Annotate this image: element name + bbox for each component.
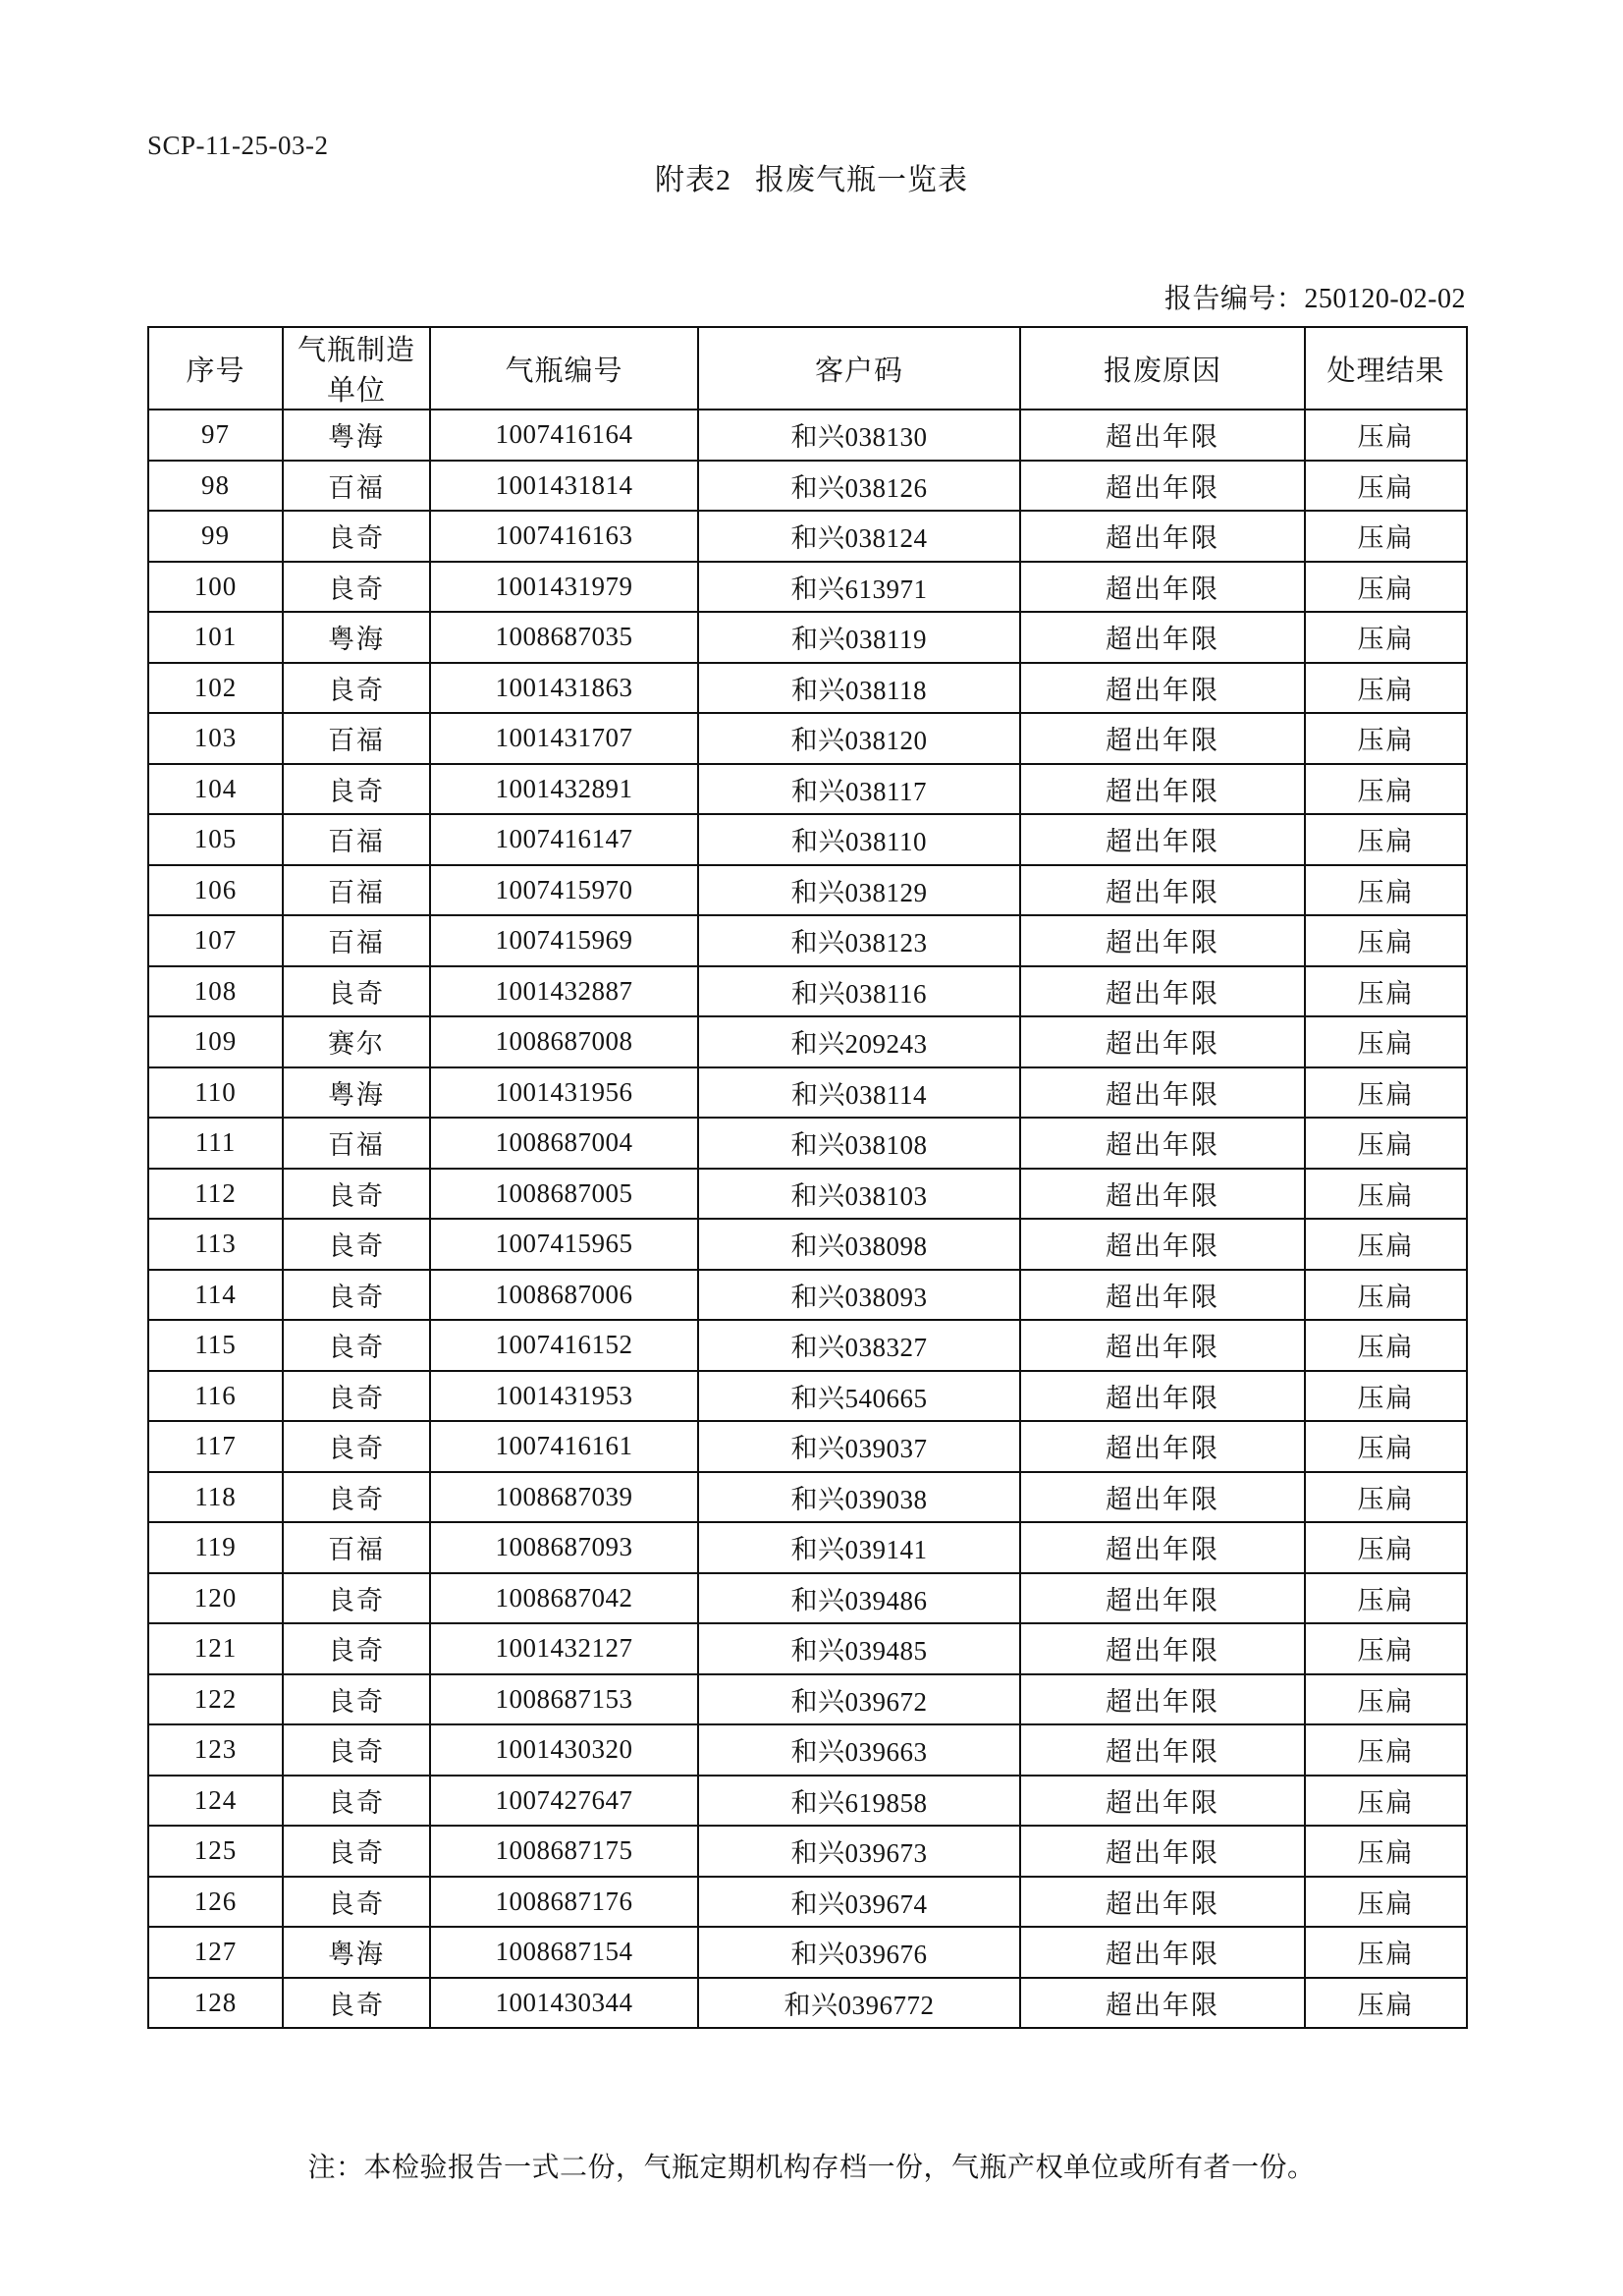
cell-reason: 超出年限 — [1020, 511, 1305, 562]
table-row — [148, 1724, 1467, 1776]
cell-maker: 良奇 — [283, 1421, 430, 1472]
cell-customer: 和兴038117 — [698, 764, 1020, 815]
cell-customer: 和兴038098 — [698, 1219, 1020, 1270]
cell-maker: 良奇 — [283, 966, 430, 1017]
cell-index: 109 — [148, 1016, 283, 1067]
cell-result: 压扁 — [1305, 1371, 1467, 1422]
cell-result: 压扁 — [1305, 1573, 1467, 1624]
table-row — [148, 1169, 1467, 1220]
cell-index: 110 — [148, 1067, 283, 1119]
cell-index: 103 — [148, 713, 283, 764]
cell-index: 122 — [148, 1674, 283, 1725]
cell-result: 压扁 — [1305, 1421, 1467, 1472]
cell-customer: 和兴039486 — [698, 1573, 1020, 1624]
cell-reason: 超出年限 — [1020, 663, 1305, 714]
table-row — [148, 663, 1467, 714]
cell-result: 压扁 — [1305, 966, 1467, 1017]
cell-maker: 百福 — [283, 865, 430, 916]
cell-result: 压扁 — [1305, 1724, 1467, 1776]
table-row — [148, 1573, 1467, 1624]
table-row — [148, 1776, 1467, 1827]
cell-maker: 百福 — [283, 814, 430, 865]
table-row — [148, 865, 1467, 916]
cell-reason: 超出年限 — [1020, 1371, 1305, 1422]
cell-result: 压扁 — [1305, 612, 1467, 663]
cell-index: 128 — [148, 1978, 283, 2029]
cell-customer: 和兴038327 — [698, 1320, 1020, 1371]
cell-customer: 和兴039038 — [698, 1472, 1020, 1523]
table-row — [148, 764, 1467, 815]
cell-customer: 和兴038116 — [698, 966, 1020, 1017]
cell-bottleno: 1008687176 — [430, 1877, 698, 1928]
cell-result: 压扁 — [1305, 562, 1467, 613]
cell-bottleno: 1001431814 — [430, 461, 698, 512]
cell-reason: 超出年限 — [1020, 1724, 1305, 1776]
cell-reason: 超出年限 — [1020, 1118, 1305, 1169]
cell-reason: 超出年限 — [1020, 1978, 1305, 2029]
table-row — [148, 1522, 1467, 1573]
cell-bottleno: 1008687154 — [430, 1927, 698, 1978]
cell-maker: 良奇 — [283, 1270, 430, 1321]
cell-index: 126 — [148, 1877, 283, 1928]
cell-bottleno: 1007416161 — [430, 1421, 698, 1472]
cell-result: 压扁 — [1305, 915, 1467, 966]
cell-maker: 良奇 — [283, 1320, 430, 1371]
cell-result: 压扁 — [1305, 764, 1467, 815]
cell-bottleno: 1008687006 — [430, 1270, 698, 1321]
cell-reason: 超出年限 — [1020, 865, 1305, 916]
cell-index: 106 — [148, 865, 283, 916]
cell-bottleno: 1007415970 — [430, 865, 698, 916]
cell-reason: 超出年限 — [1020, 1320, 1305, 1371]
cell-index: 121 — [148, 1623, 283, 1674]
cell-result: 压扁 — [1305, 1522, 1467, 1573]
cell-bottleno: 1007415969 — [430, 915, 698, 966]
table-row — [148, 511, 1467, 562]
cell-customer: 和兴038110 — [698, 814, 1020, 865]
table-row — [148, 1270, 1467, 1321]
table-row — [148, 1978, 1467, 2029]
cell-maker: 良奇 — [283, 1877, 430, 1928]
cell-customer: 和兴540665 — [698, 1371, 1020, 1422]
cell-maker: 百福 — [283, 1522, 430, 1573]
cell-result: 压扁 — [1305, 1978, 1467, 2029]
table-row — [148, 1421, 1467, 1472]
cell-maker: 粤海 — [283, 1927, 430, 1978]
cell-index: 108 — [148, 966, 283, 1017]
cell-customer: 和兴038093 — [698, 1270, 1020, 1321]
table-row — [148, 1472, 1467, 1523]
cell-result: 压扁 — [1305, 1623, 1467, 1674]
report-number-value: 250120-02-02 — [1304, 284, 1466, 314]
cell-index: 97 — [148, 410, 283, 461]
table-row — [148, 1877, 1467, 1928]
cell-index: 105 — [148, 814, 283, 865]
cell-reason: 超出年限 — [1020, 1776, 1305, 1827]
cell-result: 压扁 — [1305, 814, 1467, 865]
cell-index: 98 — [148, 461, 283, 512]
cell-customer: 和兴619858 — [698, 1776, 1020, 1827]
cell-result: 压扁 — [1305, 1169, 1467, 1220]
cell-result: 压扁 — [1305, 1270, 1467, 1321]
cell-index: 99 — [148, 511, 283, 562]
cell-customer: 和兴039673 — [698, 1826, 1020, 1877]
cell-maker: 良奇 — [283, 1623, 430, 1674]
cell-customer: 和兴039037 — [698, 1421, 1020, 1472]
cell-customer: 和兴039485 — [698, 1623, 1020, 1674]
column-header-bottleno: 气瓶编号 — [430, 327, 698, 410]
column-header-index: 序号 — [148, 327, 283, 410]
cell-bottleno: 1008687005 — [430, 1169, 698, 1220]
scrapped-cylinder-table — [147, 326, 1468, 2029]
table-row — [148, 915, 1467, 966]
cell-customer: 和兴039141 — [698, 1522, 1020, 1573]
table-row — [148, 410, 1467, 461]
cell-maker: 赛尔 — [283, 1016, 430, 1067]
report-number — [1164, 277, 1466, 316]
cell-reason: 超出年限 — [1020, 1421, 1305, 1472]
column-header-maker: 气瓶制造单位 — [283, 327, 430, 410]
cell-bottleno: 1008687004 — [430, 1118, 698, 1169]
column-header-reason: 报废原因 — [1020, 327, 1305, 410]
cell-bottleno: 1007415965 — [430, 1219, 698, 1270]
cell-result: 压扁 — [1305, 1472, 1467, 1523]
cell-index: 114 — [148, 1270, 283, 1321]
cell-reason: 超出年限 — [1020, 461, 1305, 512]
cell-reason: 超出年限 — [1020, 1623, 1305, 1674]
cell-reason: 超出年限 — [1020, 1219, 1305, 1270]
cell-bottleno: 1001432887 — [430, 966, 698, 1017]
cell-index: 118 — [148, 1472, 283, 1523]
cell-reason: 超出年限 — [1020, 1927, 1305, 1978]
cell-bottleno: 1008687175 — [430, 1826, 698, 1877]
table-body — [148, 410, 1467, 2028]
cell-bottleno: 1008687093 — [430, 1522, 698, 1573]
cell-result: 压扁 — [1305, 1674, 1467, 1725]
cell-maker: 良奇 — [283, 1169, 430, 1220]
column-header-customer: 客户码 — [698, 327, 1020, 410]
cell-reason: 超出年限 — [1020, 1270, 1305, 1321]
table-row — [148, 1371, 1467, 1422]
cell-customer: 和兴038114 — [698, 1067, 1020, 1119]
cell-reason: 超出年限 — [1020, 1522, 1305, 1573]
cell-maker: 良奇 — [283, 1573, 430, 1624]
table-row — [148, 1623, 1467, 1674]
page-title-prefix: 附表2 — [655, 164, 731, 196]
cell-reason: 超出年限 — [1020, 1674, 1305, 1725]
cell-customer: 和兴613971 — [698, 562, 1020, 613]
cell-maker: 良奇 — [283, 1724, 430, 1776]
cell-bottleno: 1008687042 — [430, 1573, 698, 1624]
cell-maker: 良奇 — [283, 1371, 430, 1422]
cell-result: 压扁 — [1305, 461, 1467, 512]
table-row — [148, 562, 1467, 613]
table-row — [148, 1927, 1467, 1978]
page-title — [0, 155, 1623, 198]
cell-index: 102 — [148, 663, 283, 714]
cell-index: 120 — [148, 1573, 283, 1624]
cell-bottleno: 1007416164 — [430, 410, 698, 461]
cell-reason: 超出年限 — [1020, 562, 1305, 613]
cell-reason: 超出年限 — [1020, 1573, 1305, 1624]
cell-reason: 超出年限 — [1020, 410, 1305, 461]
cell-customer: 和兴039672 — [698, 1674, 1020, 1725]
table-row — [148, 966, 1467, 1017]
cell-result: 压扁 — [1305, 1016, 1467, 1067]
cell-bottleno: 1008687039 — [430, 1472, 698, 1523]
cell-result: 压扁 — [1305, 1067, 1467, 1119]
cell-customer: 和兴038103 — [698, 1169, 1020, 1220]
cell-maker: 良奇 — [283, 663, 430, 714]
cell-index: 112 — [148, 1169, 283, 1220]
cell-result: 压扁 — [1305, 1776, 1467, 1827]
cell-customer: 和兴0396772 — [698, 1978, 1020, 2029]
cell-bottleno: 1007416152 — [430, 1320, 698, 1371]
cell-index: 100 — [148, 562, 283, 613]
cell-bottleno: 1001431956 — [430, 1067, 698, 1119]
table-row — [148, 713, 1467, 764]
cell-maker: 良奇 — [283, 1776, 430, 1827]
cell-index: 107 — [148, 915, 283, 966]
table-row — [148, 1118, 1467, 1169]
cell-reason: 超出年限 — [1020, 713, 1305, 764]
cell-result: 压扁 — [1305, 713, 1467, 764]
cell-customer: 和兴038118 — [698, 663, 1020, 714]
cell-index: 124 — [148, 1776, 283, 1827]
cell-index: 119 — [148, 1522, 283, 1573]
cell-bottleno: 1001430320 — [430, 1724, 698, 1776]
cell-index: 113 — [148, 1219, 283, 1270]
cell-customer: 和兴038119 — [698, 612, 1020, 663]
cell-maker: 良奇 — [283, 1674, 430, 1725]
document-code: SCP-11-25-03-2 — [147, 131, 329, 160]
cell-result: 压扁 — [1305, 663, 1467, 714]
table-row — [148, 814, 1467, 865]
cell-maker: 良奇 — [283, 764, 430, 815]
cell-maker: 百福 — [283, 1118, 430, 1169]
cell-reason: 超出年限 — [1020, 1169, 1305, 1220]
cell-customer: 和兴038126 — [698, 461, 1020, 512]
cell-index: 115 — [148, 1320, 283, 1371]
cell-customer: 和兴209243 — [698, 1016, 1020, 1067]
cell-customer: 和兴039676 — [698, 1927, 1020, 1978]
table-row — [148, 461, 1467, 512]
cell-reason: 超出年限 — [1020, 764, 1305, 815]
cell-result: 压扁 — [1305, 1927, 1467, 1978]
cell-result: 压扁 — [1305, 865, 1467, 916]
cell-reason: 超出年限 — [1020, 1472, 1305, 1523]
cell-bottleno: 1001431979 — [430, 562, 698, 613]
cell-result: 压扁 — [1305, 1219, 1467, 1270]
cell-maker: 良奇 — [283, 511, 430, 562]
cell-index: 111 — [148, 1118, 283, 1169]
cell-maker: 粤海 — [283, 410, 430, 461]
cell-maker: 百福 — [283, 915, 430, 966]
cell-reason: 超出年限 — [1020, 612, 1305, 663]
cell-maker: 良奇 — [283, 1472, 430, 1523]
cell-customer: 和兴039663 — [698, 1724, 1020, 1776]
table-row — [148, 1826, 1467, 1877]
cell-customer: 和兴038108 — [698, 1118, 1020, 1169]
footer-note: 注：本检验报告一式二份，气瓶定期机构存档一份，气瓶产权单位或所有者一份。 — [307, 2153, 1316, 2183]
cell-maker: 良奇 — [283, 562, 430, 613]
cell-maker: 百福 — [283, 461, 430, 512]
cell-index: 116 — [148, 1371, 283, 1422]
cell-bottleno: 1001431707 — [430, 713, 698, 764]
cell-bottleno: 1008687008 — [430, 1016, 698, 1067]
cell-reason: 超出年限 — [1020, 1826, 1305, 1877]
cell-bottleno: 1008687153 — [430, 1674, 698, 1725]
cell-bottleno: 1007416163 — [430, 511, 698, 562]
cell-reason: 超出年限 — [1020, 915, 1305, 966]
table-row — [148, 1067, 1467, 1119]
page-title-main: 报废气瓶一览表 — [755, 164, 968, 196]
table-row — [148, 1219, 1467, 1270]
cell-bottleno: 1001432127 — [430, 1623, 698, 1674]
report-number-label: 报告编号： — [1163, 284, 1305, 314]
cell-index: 125 — [148, 1826, 283, 1877]
cell-bottleno: 1008687035 — [430, 612, 698, 663]
table-row — [148, 612, 1467, 663]
table-header — [148, 327, 1467, 410]
table-row — [148, 1674, 1467, 1725]
cell-index: 104 — [148, 764, 283, 815]
cell-customer: 和兴038129 — [698, 865, 1020, 916]
cell-index: 127 — [148, 1927, 283, 1978]
cell-customer: 和兴038123 — [698, 915, 1020, 966]
cell-result: 压扁 — [1305, 1118, 1467, 1169]
cell-bottleno: 1007416147 — [430, 814, 698, 865]
cell-reason: 超出年限 — [1020, 814, 1305, 865]
cell-maker: 良奇 — [283, 1978, 430, 2029]
cell-reason: 超出年限 — [1020, 1067, 1305, 1119]
cell-reason: 超出年限 — [1020, 1016, 1305, 1067]
cell-customer: 和兴038124 — [698, 511, 1020, 562]
cell-index: 101 — [148, 612, 283, 663]
cell-customer: 和兴038130 — [698, 410, 1020, 461]
cell-result: 压扁 — [1305, 1877, 1467, 1928]
cell-maker: 粤海 — [283, 612, 430, 663]
cell-result: 压扁 — [1305, 1320, 1467, 1371]
cell-customer: 和兴038120 — [698, 713, 1020, 764]
cell-reason: 超出年限 — [1020, 966, 1305, 1017]
cell-reason: 超出年限 — [1020, 1877, 1305, 1928]
cell-maker: 良奇 — [283, 1826, 430, 1877]
cell-result: 压扁 — [1305, 410, 1467, 461]
cell-index: 117 — [148, 1421, 283, 1472]
cell-result: 压扁 — [1305, 1826, 1467, 1877]
cell-maker: 百福 — [283, 713, 430, 764]
cell-bottleno: 1007427647 — [430, 1776, 698, 1827]
cell-bottleno: 1001431953 — [430, 1371, 698, 1422]
scrapped-cylinder-table-wrapper — [147, 326, 1466, 2029]
cell-bottleno: 1001432891 — [430, 764, 698, 815]
cell-maker: 粤海 — [283, 1067, 430, 1119]
table-header-row — [148, 327, 1467, 410]
cell-maker: 良奇 — [283, 1219, 430, 1270]
cell-result: 压扁 — [1305, 511, 1467, 562]
column-header-result: 处理结果 — [1305, 327, 1467, 410]
cell-bottleno: 1001431863 — [430, 663, 698, 714]
cell-bottleno: 1001430344 — [430, 1978, 698, 2029]
table-row — [148, 1320, 1467, 1371]
cell-customer: 和兴039674 — [698, 1877, 1020, 1928]
cell-index: 123 — [148, 1724, 283, 1776]
table-row — [148, 1016, 1467, 1067]
